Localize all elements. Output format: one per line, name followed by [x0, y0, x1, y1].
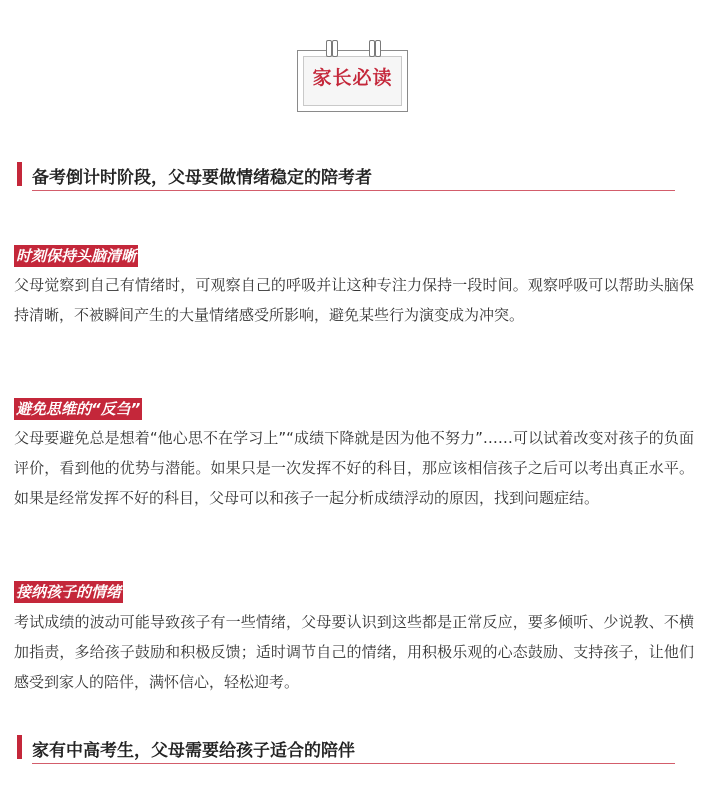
binder-ring-icon — [332, 40, 338, 57]
section-divider — [32, 763, 675, 764]
section-title: 家有中高考生，父母需要给孩子适合的陪伴 — [32, 741, 355, 761]
section-accent-bar — [17, 735, 22, 759]
tip-heading-3: 接纳孩子的情绪 — [16, 583, 122, 601]
section-divider — [32, 190, 675, 191]
tip-body-3: 考试成绩的波动可能导致孩子有一些情绪，父母要认识到这些都是正常反应，要多倾听、少说教、不横加指责，多给孩子鼓励和积极反馈；适时调节自己的情绪，用积极乐观的心态鼓励、支持孩子，让他们感受到家人的陪伴，满怀信心，轻松迎考。 — [14, 613, 694, 691]
section-title: 备考倒计时阶段，父母要做情绪稳定的陪考者 — [32, 168, 372, 188]
tip-heading-1: 时刻保持头脑清晰 — [16, 247, 137, 265]
binder-ring-icon — [375, 40, 381, 57]
tip-heading-2: 避免思维的“反刍” — [16, 400, 141, 418]
tip-body-2: 父母要避免总是想着“他心思不在学习上”“成绩下降就是因为他不努力”……可以试着改变对孩子的负面评价，看到他的优势与潜能。如果只是一次发挥不好的科目，那应该相信孩子之后可以考出真正水平。如果是经常发挥不好的科目，父母可以和孩子一起分析成绩浮动的原因，找到问题症结。 — [14, 429, 694, 507]
section-accent-bar — [17, 162, 22, 186]
section-heading-2 — [17, 735, 675, 765]
tip-body-1: 父母觉察到自己有情绪时，可观察自己的呼吸并让这种专注力保持一段时间。观察呼吸可以帮助头脑保持清晰，不被瞬间产生的大量情绪感受所影响，避免某些行为演变成为冲突。 — [14, 276, 694, 324]
section-heading-1 — [17, 162, 675, 192]
calendar-badge — [297, 50, 408, 112]
badge-title: 家长必读 — [312, 67, 393, 89]
